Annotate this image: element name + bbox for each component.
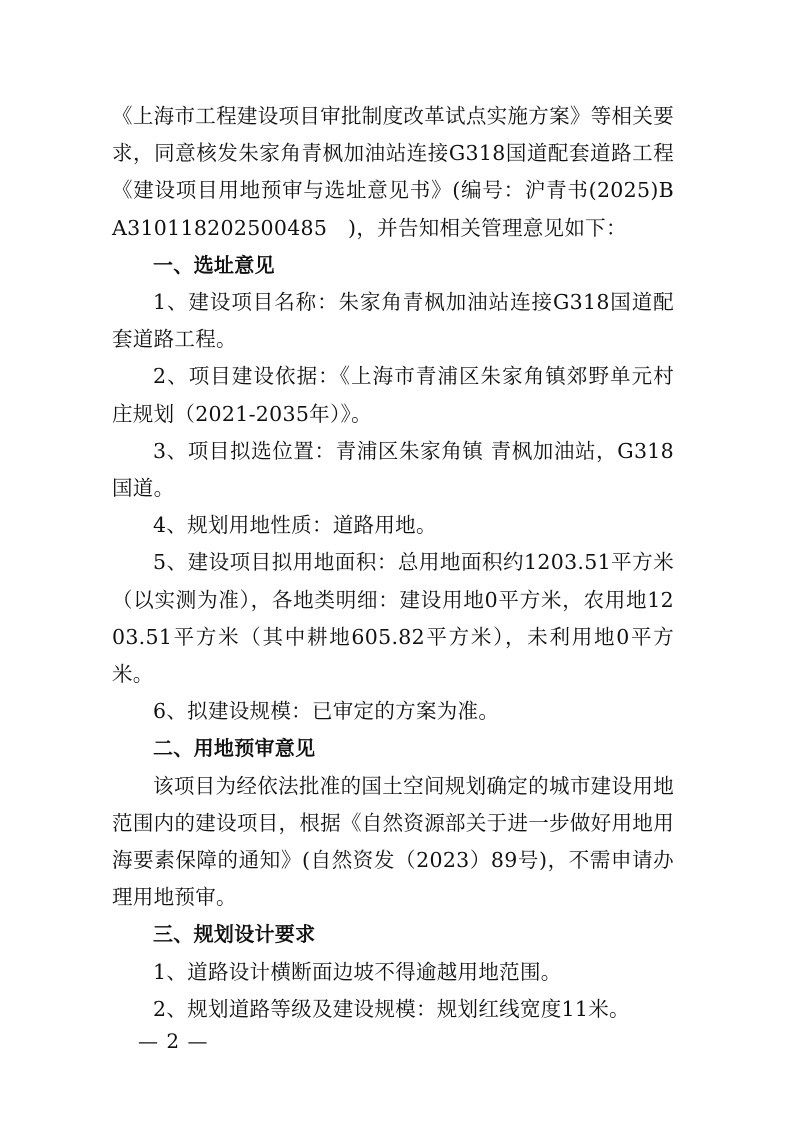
section-heading-land-pre-review: 二、用地预审意见	[153, 736, 316, 761]
section-heading-site-selection: 一、选址意见	[153, 252, 275, 277]
list-item: 4、规划用地性质：道路用地。	[153, 513, 437, 538]
list-item: 2、项目建设依据：《上海市青浦区朱家角镇郊野单元村庄规划（2021-2035年）》。	[112, 364, 674, 426]
list-item: 2、规划道路等级及建设规模：规划红线宽度11米。	[153, 996, 630, 1021]
section-heading-planning-requirements: 三、规划设计要求	[153, 922, 316, 947]
list-item: 1、建设项目名称：朱家角青枫加油站连接G318国道配套道路工程。	[112, 290, 674, 352]
list-item: 5、建设项目拟用地面积：总用地面积约1203.51平方米（以实测为准），各地类明细：建设用地0平方米，农用地1203.51平方米（其中耕地605.82平方米），未利用地0平方米。	[112, 550, 674, 687]
page-number: — 2 —	[138, 1029, 209, 1053]
section-paragraph: 该项目为经依法批准的国土空间规划确定的城市建设用地范围内的建设项目，根据《自然资源部关于进一步做好用地用海要素保障的通知》(自然资发（2023）89号)，不需申请办理用地预审。	[112, 773, 674, 910]
document-page	[112, 98, 674, 1028]
intro-paragraph: 《上海市工程建设项目审批制度改革试点实施方案》等相关要求，同意核发朱家角青枫加油站连接G318国道配套道路工程《建设项目用地预审与选址意见书》(编号：沪青书(2025)BA310118202500485 )，并告知相关管理意见如下：	[112, 104, 674, 240]
list-item: 3、项目拟选位置：青浦区朱家角镇 青枫加油站，G318国道。	[112, 438, 674, 501]
list-item: 6、拟建设规模：已审定的方案为准。	[153, 699, 500, 724]
list-item: 1、道路设计横断面边坡不得逾越用地范围。	[153, 959, 562, 984]
